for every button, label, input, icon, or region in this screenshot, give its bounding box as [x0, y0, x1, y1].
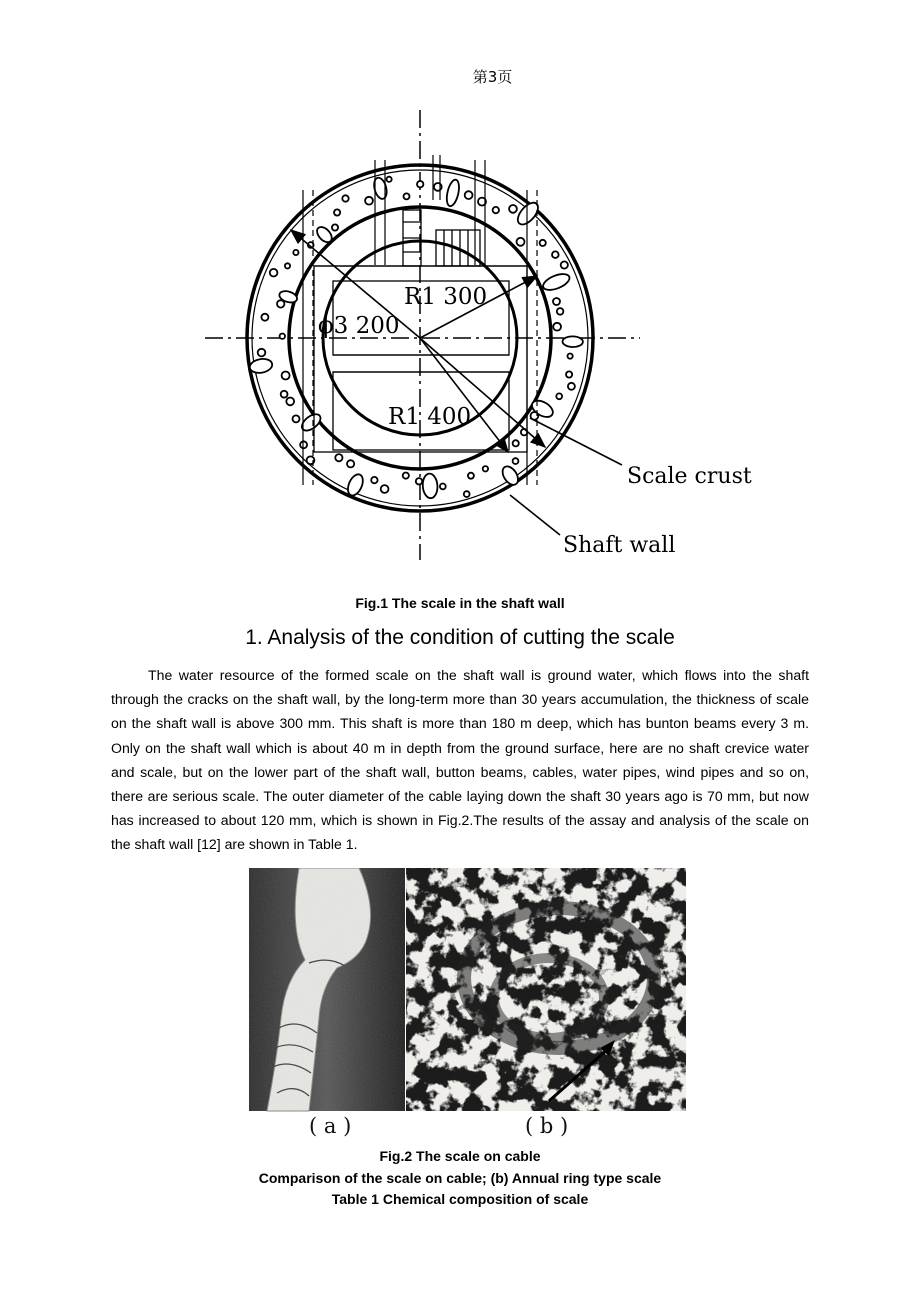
aggregate-pebble — [334, 209, 340, 215]
aggregate-pebble — [445, 179, 462, 208]
page-number: 第3页 — [472, 68, 513, 86]
aggregate-pebble — [258, 349, 266, 357]
aggregate-pebble — [332, 224, 338, 230]
aggregate-pebble — [403, 473, 409, 479]
aggregate-pebble — [562, 336, 583, 347]
sub-figure-b-label: ( b ) — [525, 1114, 569, 1138]
aggregate-pebble — [404, 193, 410, 199]
aggregate-pebble — [561, 261, 568, 268]
table-1-caption: Table 1 Chemical composition of scale — [331, 1191, 589, 1207]
aggregate-pebble — [281, 391, 288, 398]
aggregate-pebble — [483, 466, 488, 471]
aggregate-pebble — [270, 269, 278, 277]
radius-1300-label: R1 300 — [404, 284, 488, 310]
diameter-3200-label: ϕ3 200 — [318, 313, 400, 339]
aggregate-pebble — [553, 323, 561, 331]
aggregate-pebble — [568, 383, 575, 390]
shaft-wall-label: Shaft wall — [563, 533, 676, 558]
aggregate-pebble — [509, 205, 517, 213]
aggregate-pebble — [342, 195, 348, 201]
aggregate-pebble — [282, 372, 290, 380]
aggregate-pebble — [517, 238, 525, 246]
aggregate-pebble — [566, 371, 572, 377]
aggregate-pebble — [285, 263, 290, 268]
body-paragraph: The water resource of the formed scale on the shaft wall is ground water, which flows into the shaft through the cracks on the shaft wall, by the long-term more than 30 years accumulation, the thickness of scale on the shaft wall is above 300 mm. This shaft is more than 180 m deep, which has bunton beams every 3 m. Only on the shaft wall which is about 40 m in depth from the ground surface, here are no shaft crevice water and scale, but on the lower part of the shaft wall, button beams, cables, water pipes, wind pipes and so on, there are serious scale. The outer diameter of the cable laying down the shaft 30 years ago is 70 mm, but now has increased to about 120 mm, which is shown in Fig.2.The results of the assay and analysis of the scale on the shaft wall [12] are shown in Table 1. — [111, 667, 809, 853]
shaft-cross-section-figure — [196, 106, 756, 566]
radius-1400-label: R1 400 — [388, 404, 472, 430]
scale-crust-label: Scale crust — [627, 464, 752, 489]
aggregate-pebble — [422, 473, 438, 499]
aggregate-pebble — [280, 334, 285, 339]
aggregate-pebble — [416, 478, 422, 484]
aggregate-pebble — [249, 357, 274, 374]
sub-figure-a-label: ( a ) — [309, 1114, 352, 1138]
aggregate-pebble — [541, 271, 572, 293]
aggregate-pebble — [552, 251, 559, 258]
center-lines — [205, 110, 640, 560]
aggregate-pebble — [513, 440, 519, 446]
aggregate-pebble — [261, 314, 268, 321]
aggregate-pebble — [464, 491, 470, 497]
photo-b-annual-ring-scale — [406, 868, 686, 1111]
figure-2-caption-title: Fig.2 The scale on cable — [379, 1148, 541, 1164]
aggregate-pebble — [553, 298, 560, 305]
aggregate-pebble — [347, 460, 354, 467]
aggregate-pebble — [381, 485, 389, 493]
aggregate-pebble — [286, 398, 294, 406]
photo-a-cable — [249, 868, 405, 1111]
aggregate-pebble — [568, 354, 573, 359]
aggregate-pebble — [417, 181, 423, 187]
aggregate-pebble — [293, 415, 300, 422]
aggregate-pebble — [557, 308, 564, 315]
aggregate-pebble — [468, 473, 474, 479]
aggregate-pebble — [365, 197, 373, 205]
cable-scale-photos-figure — [249, 868, 686, 1143]
aggregate-pebble — [540, 240, 546, 246]
aggregate-pebble — [371, 477, 377, 483]
figure-2-caption-detail: Comparison of the scale on cable; (b) Annual ring type scale — [258, 1169, 662, 1186]
aggregate-pebble — [387, 177, 392, 182]
aggregate-pebble — [440, 484, 446, 490]
aggregate-pebble — [335, 454, 342, 461]
section-heading: 1. Analysis of the condition of cutting the scale — [245, 626, 675, 649]
aggregate-pebble — [556, 393, 562, 399]
figure-1-caption: Fig.1 The scale in the shaft wall — [355, 595, 565, 611]
aggregate-pebble — [513, 458, 519, 464]
aggregate-pebble — [493, 207, 499, 213]
aggregate-pebble — [465, 191, 473, 199]
aggregate-pebble — [293, 250, 298, 255]
figure-2-caption — [0, 1146, 920, 1189]
